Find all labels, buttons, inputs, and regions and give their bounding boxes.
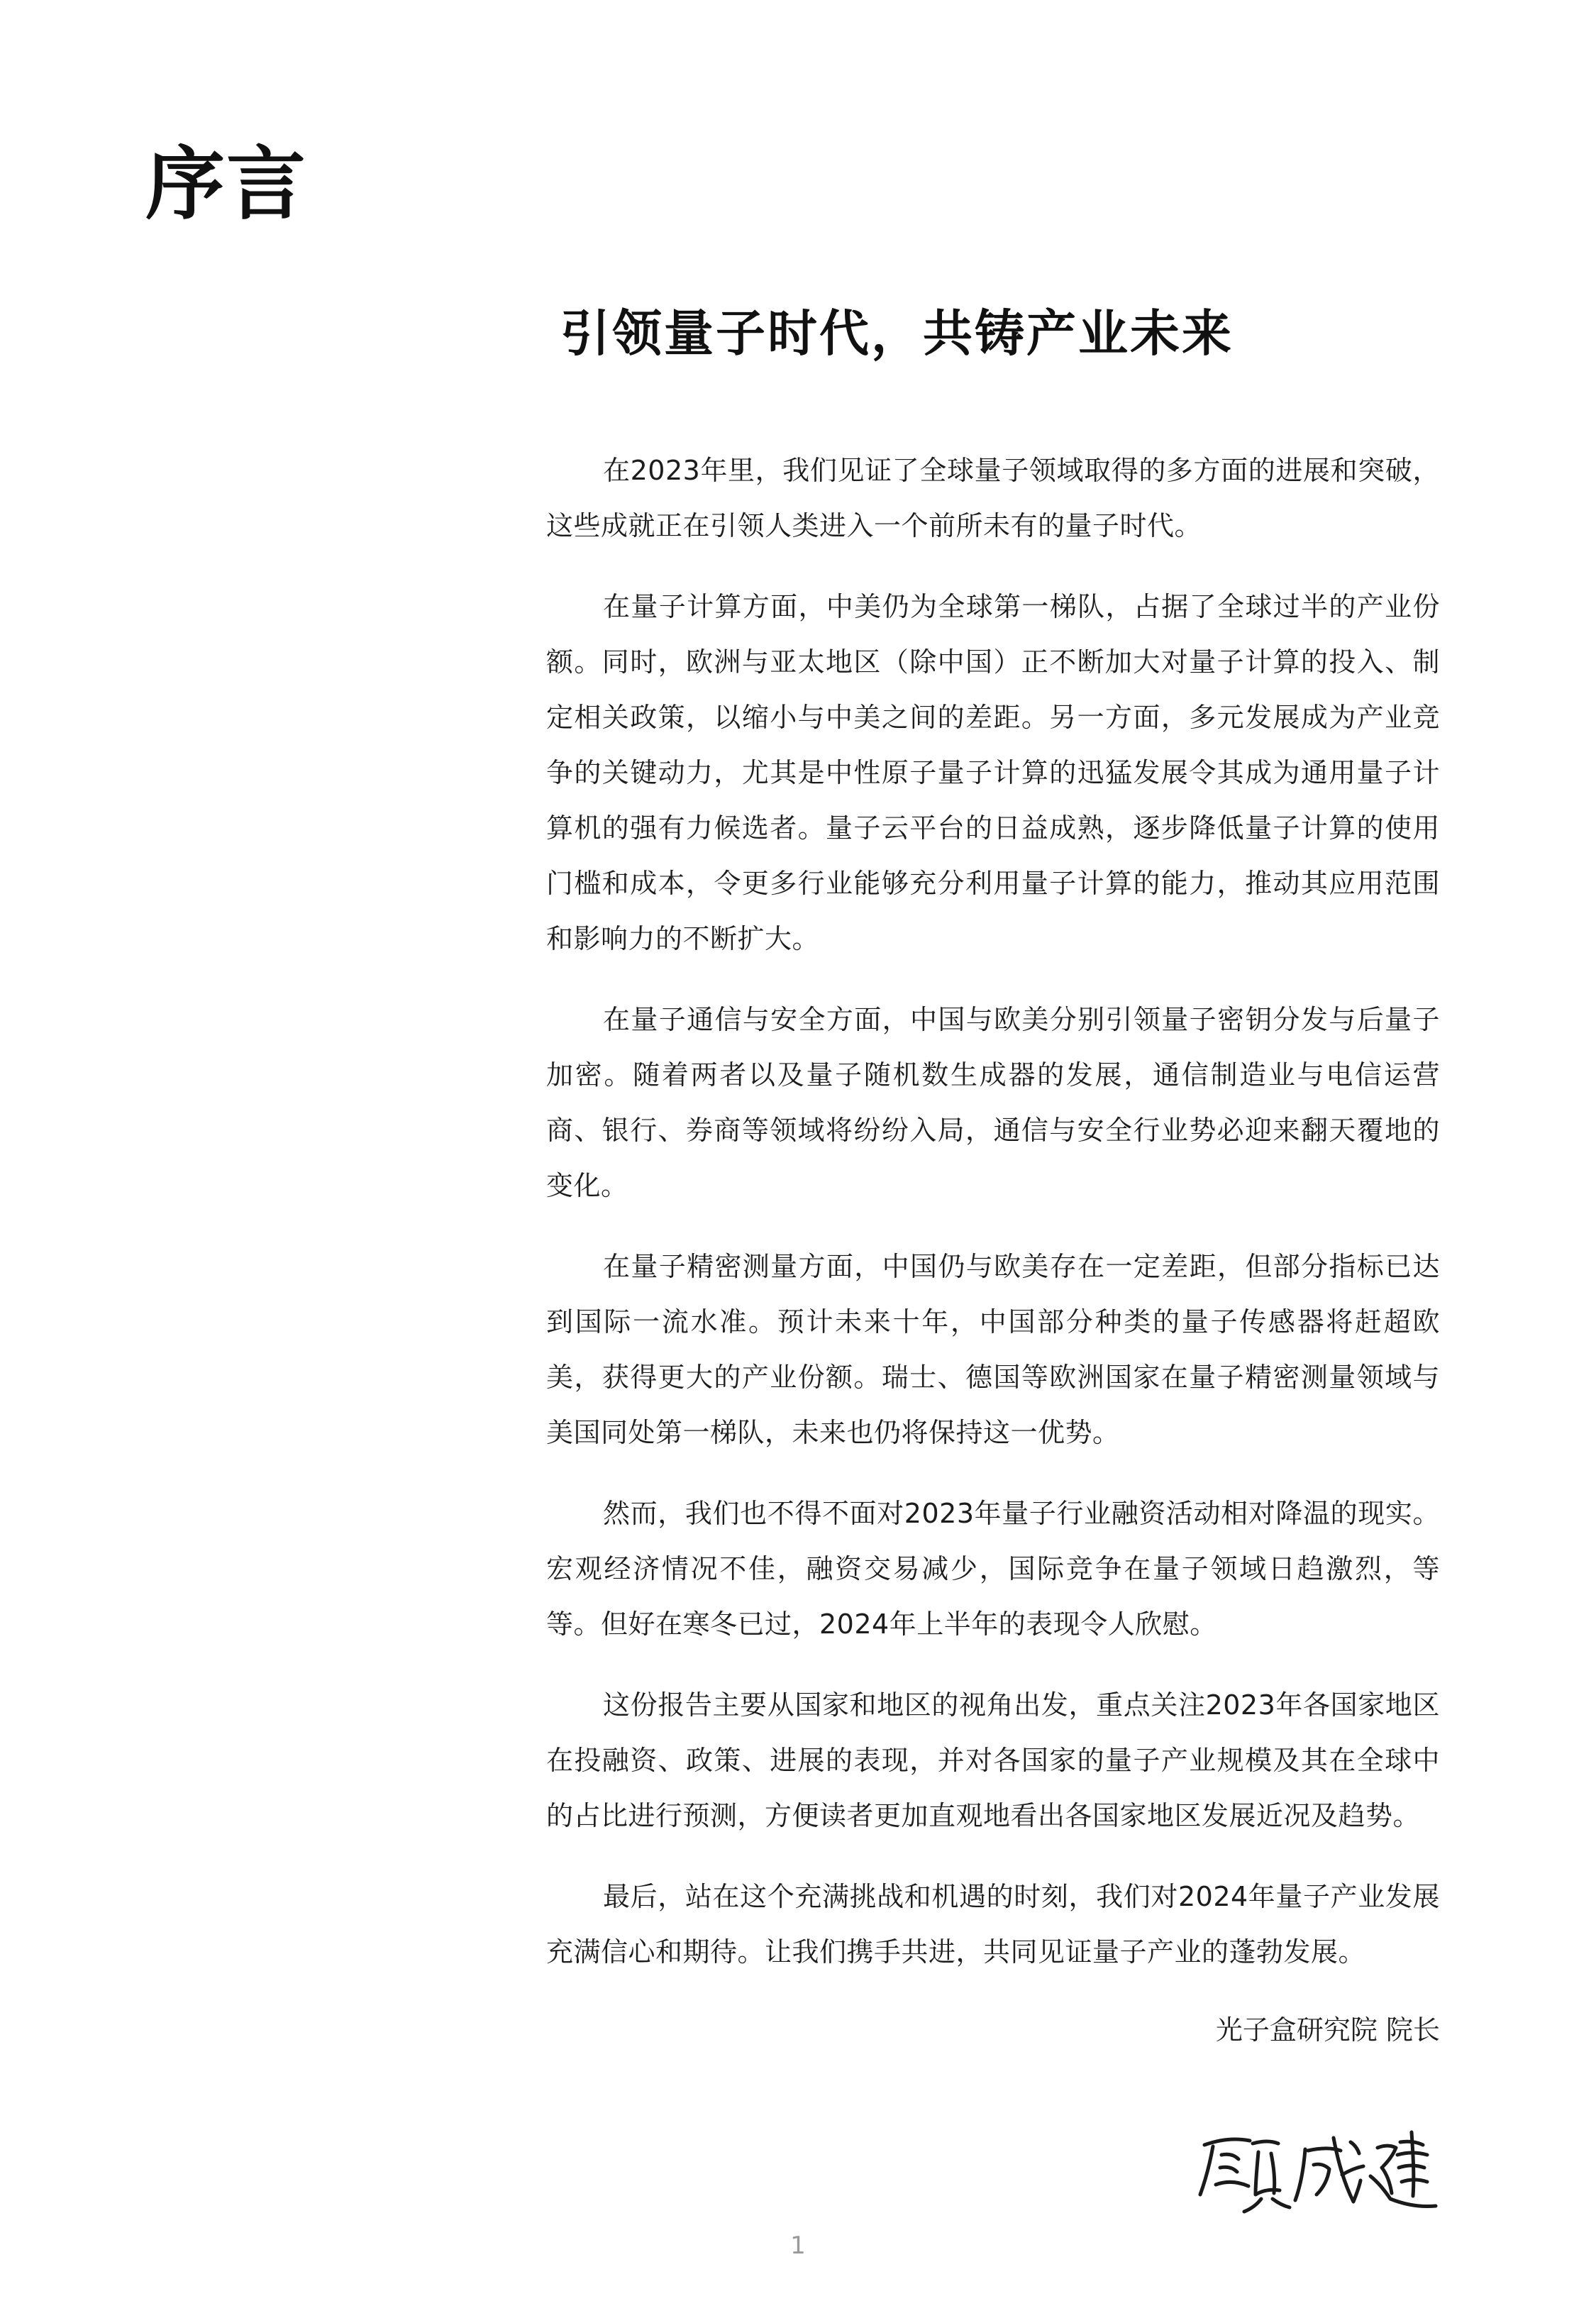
paragraph: 然而，我们也不得不面对2023年量子行业融资活动相对降温的现实。宏观经济情况不佳，融资交易减少，国际竞争在量子领域日趋激烈，等等。但好在寒冬已过，2024年上半年的表现令人欣慰。 bbox=[546, 1498, 1440, 1640]
handwritten-signature bbox=[1192, 2111, 1440, 2217]
paragraph: 在量子计算方面，中美仍为全球第一梯队，占据了全球过半的产业份额。同时，欧洲与亚太地区（除中国）正不断加大对量子计算的投入、制定相关政策，以缩小与中美之间的差距。另一方面，多元发展成为产业竞争的关键动力，尤其是中性原子量子计算的迅猛发展令其成为通用量子计算机的强有力候选者。量子云平台的日益成熟，逐步降低量子计算的使用门槛和成本，令更多行业能够充分利用量子计算的能力，推动其应用范围和影响力的不断扩大。 bbox=[546, 591, 1440, 954]
paragraph: 最后，站在这个充满挑战和机遇的时刻，我们对2024年量子产业发展充满信心和期待。让我们携手共进，共同见证量子产业的蓬勃发展。 bbox=[546, 1881, 1440, 1968]
section-title: 序言 bbox=[145, 138, 307, 231]
paragraph: 在2023年里，我们见证了全球量子领域取得的多方面的进展和突破，这些成就正在引领人类进入一个前所未有的量子时代。 bbox=[546, 455, 1440, 541]
author-line: 光子盒研究院 院长 bbox=[1215, 2014, 1440, 2046]
paragraph: 这份报告主要从国家和地区的视角出发，重点关注2023年各国家地区在投融资、政策、进展的表现，并对各国家的量子产业规模及其在全球中的占比进行预测，方便读者更加直观地看出各国家地区发展近况及趋势。 bbox=[546, 1689, 1440, 1831]
page-number: 1 bbox=[790, 2231, 806, 2260]
preface-content bbox=[546, 298, 1440, 2055]
paragraph: 在量子通信与安全方面，中国与欧美分别引领量子密钥分发与后量子加密。随着两者以及量子随机数生成器的发展，通信制造业与电信运营商、银行、券商等领域将纷纷入局，通信与安全行业势必迎来翻天覆地的变化。 bbox=[546, 1004, 1440, 1201]
preface-headline: 引领量子时代，共铸产业未来 bbox=[560, 304, 1234, 363]
paragraph: 在量子精密测量方面，中国仍与欧美存在一定差距，但部分指标已达到国际一流水准。预计未来十年，中国部分种类的量子传感器将赶超欧美，获得更大的产业份额。瑞士、德国等欧洲国家在量子精密测量领域与美国同处第一梯队，未来也仍将保持这一优势。 bbox=[546, 1251, 1440, 1448]
